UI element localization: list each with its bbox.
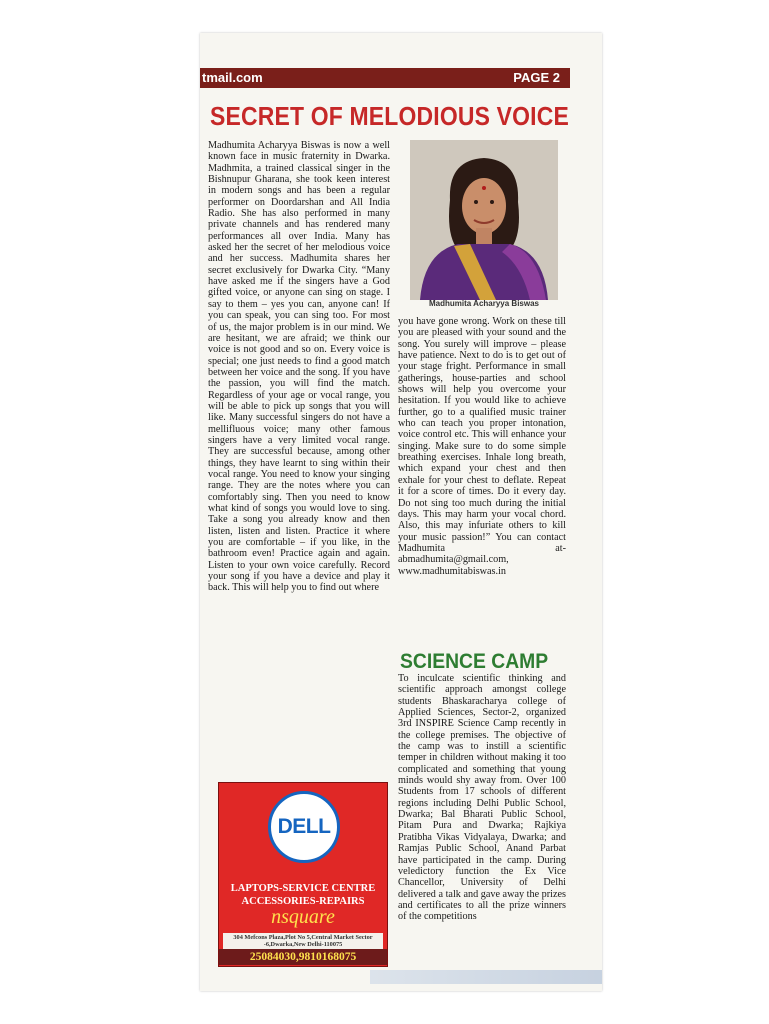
ad-address-band bbox=[223, 933, 383, 949]
science-camp-text: To inculcate scientific thinking and scientific approach amongst college students Bhaskaracharya college of Applied Sciences, Sector-2, organized 3rd INSPIRE Science Camp recently in the college premises. The objective of the camp was to instill a scientific temper in children without making it too complicated and something that young minds would shy away from. Over 100 Students from 17 schools of different regions including Delhi Public School, Dwarka; Bal Bharati Public School, Pitam Pura and Dwarka; Rajkiya Pratibha Vikas Vidyalaya, Dwarka; and Ramjas Public School, Anand Parbat have participated in the camp. During veledictory function the Ex Vice Chancellor, University of Delhi delivered a talk and gave away the prizes and certificates to all the prize winners of the competitions bbox=[398, 673, 566, 923]
header-email-fragment: tmail.com bbox=[202, 70, 263, 85]
article-headline: SECRET OF MELODIOUS VOICE bbox=[210, 103, 569, 131]
portrait-photo bbox=[410, 140, 558, 300]
portrait-illustration bbox=[410, 140, 558, 300]
dell-logo-text: DELL bbox=[277, 815, 331, 838]
article-column-2: you have gone wrong. Work on these till you are pleased with your sound and the song. You surely will improve – please have patience. Next to do is to get out of your stage fright. Performance in small gatherings, house-parties and school shows will help you overcome your hesitation. If you would like to achieve further, go to a qualified music trainer who can teach you proper intonation, voice control etc. This will enhance your singing. Make sure to do some simple breathing exercises. Inhale long breath, which expand your chest and then exhale for your chest to deflate. Repeat it for a score of times. Do it every day. Do not sing too much during the initial days. This may harm your vocal chord. Also, this may infuriate others to kill your music passion!” You can contact Madhumita at- abmadhumita@gmail.com, www.madhumitabiswas.in bbox=[398, 316, 566, 577]
ad-address: 304 Mefcons Plaza,Plot No 5,Central Market Sector -6,Dwarka,New Delhi-110075 bbox=[233, 934, 373, 948]
ad-accessories-line: ACCESSORIES-REPAIRS bbox=[241, 896, 365, 907]
page-header-bar bbox=[200, 68, 570, 88]
ad-phone-numbers: 25084030,9810168075 bbox=[219, 949, 387, 965]
newspaper-clipping bbox=[200, 33, 602, 991]
dell-logo bbox=[268, 791, 340, 863]
ad-service-line: LAPTOPS-SERVICE CENTRE bbox=[230, 883, 376, 894]
science-camp-headline: SCIENCE CAMP bbox=[400, 650, 549, 673]
ad-brand-name: nsquare bbox=[271, 906, 335, 928]
dell-advertisement bbox=[218, 782, 388, 967]
article-column-1: Madhumita Acharyya Biswas is now a well known face in music fraternity in Dwarka. Madhmita, a trained classical singer in the Bishnupur Gharana, she took keen interest in modern songs and has been a regular performer on Doordarshan and All India Radio. She has also performed in many private channels and has rendered many performances all over India. Many has asked her the secret of her melodious voice and her success. Madhumita shares her secret exclusively for Dwarka City. “Many have asked me if the singers have a God gifted voice, or anyone can sing on stage. I say to them – yes you can, anyone can! If you can speak, you can sing too. For most of us, the major problem is in our mind. We are hesitant, we are afraid; we think our voice is not good and so on. Every voice is special; one just needs to find a good match between her voice and the song. If you have the passion, you will find the match. Regardless of your age or vocal range, you will be able to pick up songs that you will like. Many successful singers do not have a mellifluous voice; many other famous singers have a very limited vocal range. They are successful because, among other things, they have learnt to sing within their vocal range. You need to know your singing range. They are the notes where you can comfortably sing. Then you need to know what kind of songs you would love to sing. Take a song you already know and then listen, listen and listen. Practice it where you are comfortable – if you like, in the bathroom even! Practice again and again. Listen to your own voice carefully. Record your song if you have a device and play it back. This will help you to find out where bbox=[208, 140, 390, 594]
torn-bottom-strip bbox=[370, 970, 602, 984]
photo-caption: Madhumita Acharyya Biswas bbox=[429, 299, 539, 308]
page-number: PAGE 2 bbox=[513, 70, 560, 85]
